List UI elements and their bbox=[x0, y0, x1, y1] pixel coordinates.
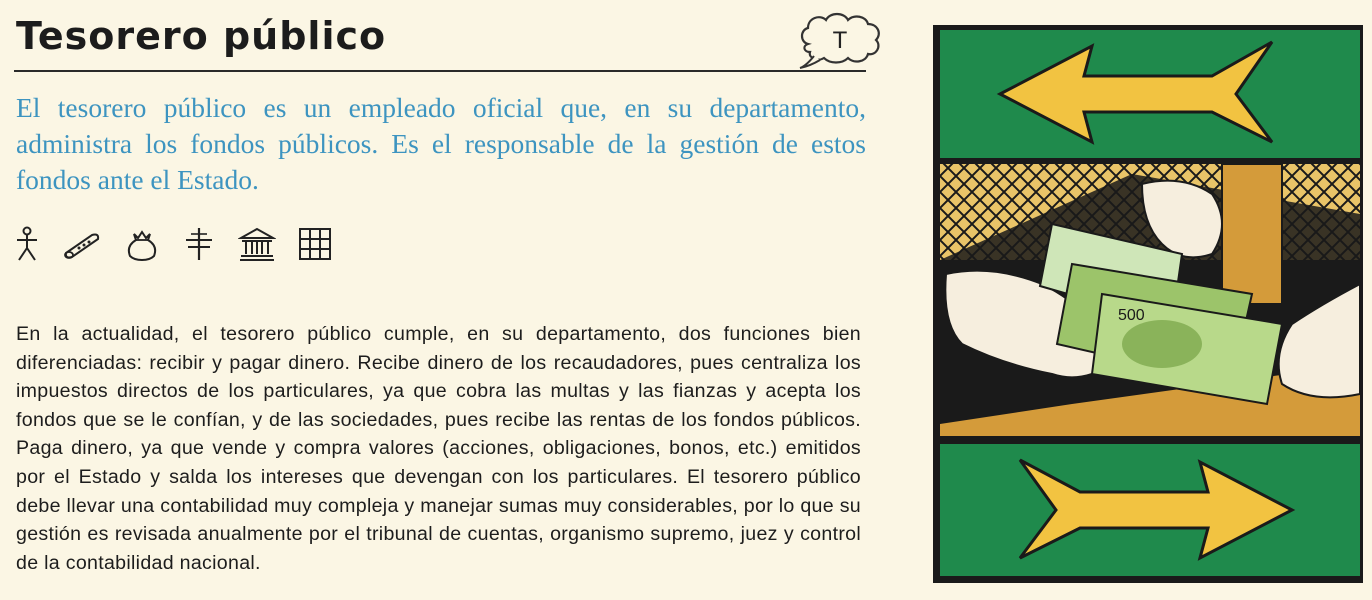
cashier-illustration bbox=[932, 24, 1364, 584]
grid-icon bbox=[298, 227, 332, 261]
body-paragraph: En la actualidad, el tesorero público cumple, en su departamento, dos funciones bien diferenciadas: recibir y pagar dinero. Recibe dinero de los recaudadores, pues centraliza los impuestos directos de los particulares, ya que cobra las multas y las fianzas y acepta los fondos que se le confían, y de las sociedades, pues recibe las rentas de los fondos públicos. Paga dinero, ya que vende y compra valores (acciones, obligaciones, bonos, etc.) emitidos por el Estado y salda los intereses que devengan con los particulares. El tesorero público debe llevar una contabilidad muy compleja y manejar sumas muy considerables, por lo que su gestión es revisada anualmente por el tribunal de cuentas, organismo supremo, juez y control de la contabilidad nacional. bbox=[16, 323, 861, 574]
person-icon bbox=[14, 226, 40, 262]
category-icons bbox=[14, 224, 332, 264]
speech-bubble-badge bbox=[796, 10, 884, 72]
money-bag-icon bbox=[124, 226, 160, 262]
badge-letter: T bbox=[832, 27, 848, 54]
scroll-icon bbox=[62, 227, 102, 261]
lead-paragraph: El tesorero público es un empleado oficial que, en su departamento, administra los fondos públicos. Es el responsable de la gestión de estos fondos ante el Estado. bbox=[16, 92, 866, 195]
title-underline bbox=[14, 70, 866, 72]
tree-icon bbox=[182, 226, 216, 262]
banknote-label: 500 bbox=[1118, 307, 1145, 324]
bank-icon bbox=[238, 226, 276, 262]
page-title: Tesorero público bbox=[16, 14, 387, 58]
